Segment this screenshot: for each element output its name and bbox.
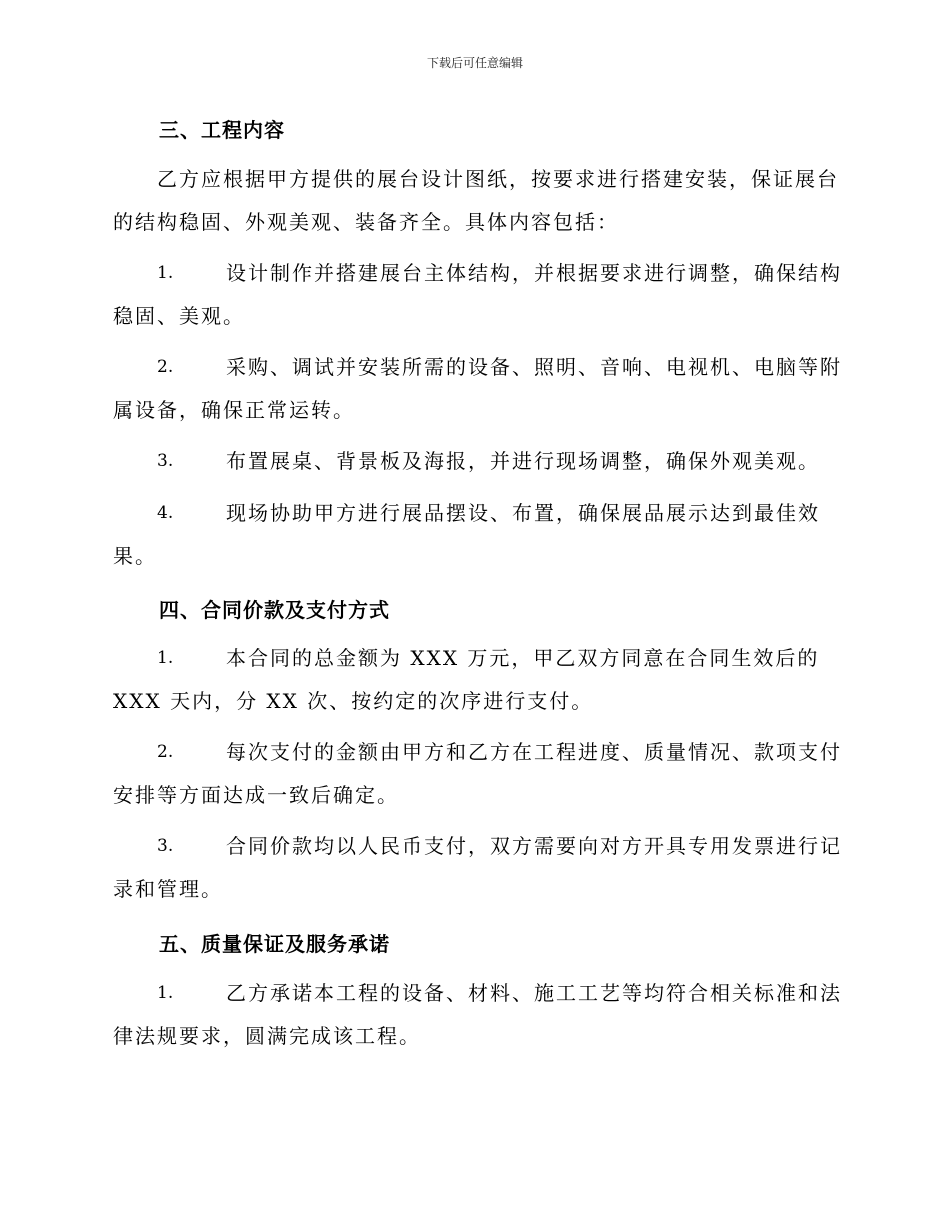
item-text-line1: 设计制作并搭建展台主体结构，并根据要求进行调整，确保结构 — [226, 261, 842, 285]
list-item — [113, 252, 842, 338]
item-number: 3. — [157, 451, 174, 471]
item-text-line1: 乙方承诺本工程的设备、材料、施工工艺等均符合相关标准和法 — [226, 981, 842, 1005]
item-number: 1. — [157, 263, 174, 283]
list-item — [113, 825, 842, 911]
item-text-line2: 果。 — [113, 544, 157, 568]
item-number: 3. — [157, 836, 174, 856]
page-header-note: 下载后可任意编辑 — [426, 56, 523, 70]
item-text-line1: 现场协助甲方进行展品摆设、布置，确保展品展示达到最佳效 — [226, 501, 820, 525]
list-item — [113, 492, 835, 578]
list-item — [113, 346, 842, 432]
item-text-line2: 律法规要求，圆满完成该工程。 — [113, 1024, 421, 1048]
item-text-line2: 稳固、美观。 — [113, 304, 245, 328]
item-text-line1: 采购、调试并安装所需的设备、照明、音响、电视机、电脑等附 — [226, 355, 842, 379]
item-number: 4. — [157, 503, 174, 523]
intro-line-2: 的结构稳固、外观美观、装备齐全。具体内容包括： — [113, 210, 619, 234]
section-heading-4: 四、合同价款及支付方式 — [159, 598, 390, 622]
list-item — [113, 731, 842, 817]
item-text-line1: 本合同的总金额为 XXX 万元，甲乙双方同意在合同生效后的 — [226, 646, 820, 670]
item-text-line1: 每次支付的金额由甲方和乙方在工程进度、质量情况、款项支付 — [226, 740, 842, 764]
item-number: 2. — [157, 357, 174, 377]
item-number: 1. — [157, 983, 174, 1003]
item-text-line1: 布置展桌、背景板及海报，并进行现场调整，确保外观美观。 — [226, 449, 820, 473]
item-text-line2: 属设备，确保正常运转。 — [113, 398, 355, 422]
section-heading-3: 三、工程内容 — [159, 118, 285, 142]
item-number: 1. — [157, 648, 174, 668]
intro-line-1: 乙方应根据甲方提供的展台设计图纸，按要求进行搭建安装，保证展台 — [157, 167, 839, 191]
item-number: 2. — [157, 742, 174, 762]
list-item — [113, 440, 835, 483]
section-heading-5: 五、质量保证及服务承诺 — [159, 932, 390, 956]
item-text-line2: 录和管理。 — [113, 877, 223, 901]
item-text-line1: 合同价款均以人民币支付，双方需要向对方开具专用发票进行记 — [226, 834, 842, 858]
item-text-line2: XXX 天内，分 XX 次、按约定的次序进行支付。 — [113, 689, 594, 713]
list-item — [113, 972, 842, 1058]
list-item — [113, 637, 835, 723]
section-3-intro — [113, 158, 839, 244]
item-text-line2: 安排等方面达成一致后确定。 — [113, 783, 399, 807]
